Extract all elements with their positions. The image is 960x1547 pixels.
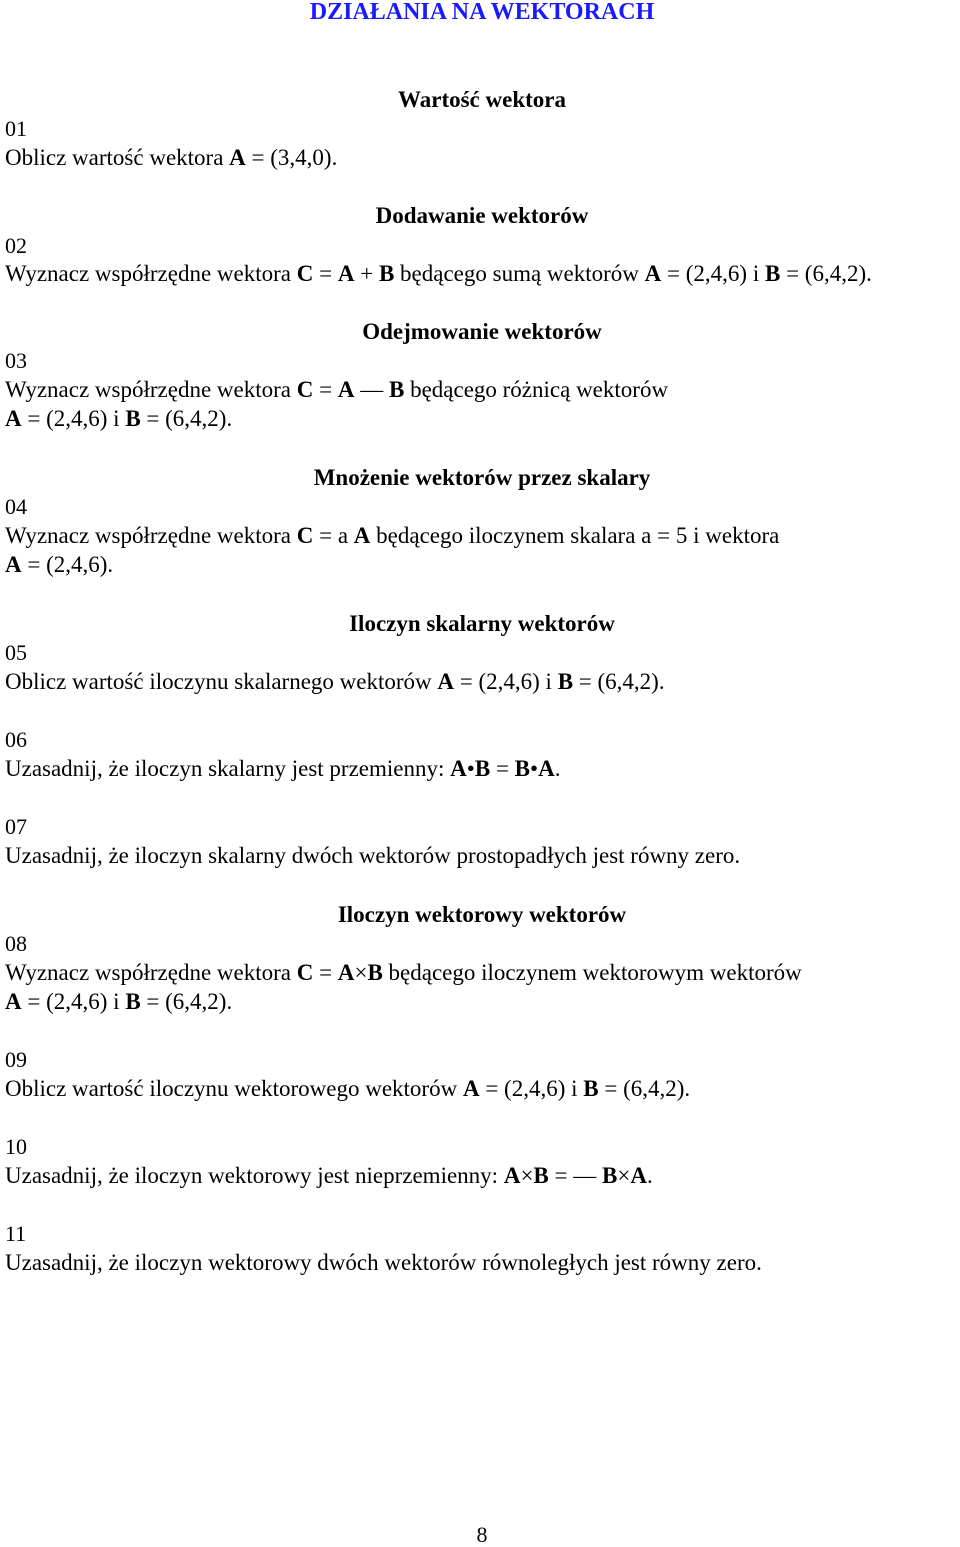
problem-text: = (2,4,6) i (21, 406, 126, 431)
problem-text: = (313, 261, 338, 286)
problem-text: × (354, 960, 368, 985)
vector-symbol: C (296, 261, 314, 286)
section-heading-odejmowanie: Odejmowanie wektorów (362, 319, 602, 344)
vector-symbol: B (367, 960, 383, 985)
problem-text: = (490, 756, 515, 781)
problem-number-01: 01 (5, 116, 27, 141)
problem-text: będącego iloczynem wektorowym wektorów (382, 960, 802, 985)
problem-number-07: 07 (5, 814, 27, 839)
problem-text: — (354, 377, 389, 402)
problem-line (5, 378, 668, 401)
problem-text: będącego różnicą wektorów (404, 377, 669, 402)
vector-symbol: B (557, 669, 574, 694)
vector-symbol: A (437, 669, 455, 694)
vector-symbol: A (353, 523, 371, 548)
problem-line (5, 990, 232, 1013)
problem-text: = (6,4,2). (140, 406, 233, 431)
section-heading-mnozenie: Mnożenie wektorów przez skalary (313, 465, 651, 490)
problem-text: • (466, 756, 475, 781)
problem-text: = (2,4,6) i (479, 1076, 584, 1101)
problem-number-05: 05 (5, 640, 27, 665)
problem-line (5, 1077, 690, 1100)
vector-symbol: B (474, 756, 491, 781)
problem-text: = (6,4,2). (573, 669, 665, 694)
problem-line (5, 524, 779, 547)
vector-symbol: B (602, 1163, 618, 1188)
problem-line (5, 1251, 762, 1274)
vector-symbol: B (388, 377, 405, 402)
vector-symbol: A (5, 989, 22, 1014)
problem-text: Oblicz wartość iloczynu wektorowego wektorów (5, 1076, 463, 1101)
problem-text: = (6,4,2). (780, 261, 872, 286)
problem-number-10: 10 (5, 1134, 27, 1159)
problem-line (5, 407, 232, 430)
problem-text: = (2,4,6) i (661, 261, 765, 286)
problem-number-11: 11 (5, 1221, 27, 1246)
document-title: DZIAŁANIA NA WEKTORACH (309, 0, 655, 25)
problem-text: = (2,4,6) i (454, 669, 558, 694)
problem-text: = (313, 377, 338, 402)
problem-text: Uzasadnij, że iloczyn skalarny jest przemienny: (5, 756, 451, 781)
vector-symbol: A (229, 145, 246, 170)
vector-symbol: A (538, 756, 555, 781)
vector-symbol: A (644, 261, 662, 286)
section-heading-iloczyn-skalarny: Iloczyn skalarny wektorów (349, 611, 615, 636)
section-heading-wartosc: Wartość wektora (398, 87, 566, 112)
problem-number-08: 08 (5, 931, 27, 956)
vector-symbol: C (296, 523, 314, 548)
problem-text: = (2,4,6). (21, 552, 114, 577)
problem-text: Wyznacz współrzędne wektora (5, 960, 297, 985)
vector-symbol: A (337, 960, 355, 985)
vector-symbol: A (450, 756, 467, 781)
section-heading-iloczyn-wektorowy: Iloczyn wektorowy wektorów (337, 902, 627, 927)
vector-symbol: B (514, 756, 531, 781)
problem-text: Oblicz wartość wektora (5, 145, 230, 170)
problem-number-02: 02 (5, 233, 27, 258)
problem-line (5, 844, 740, 867)
vector-symbol: A (337, 377, 355, 402)
problem-text: × (520, 1163, 534, 1188)
problem-number-09: 09 (5, 1047, 27, 1072)
problem-line (5, 1164, 653, 1187)
vector-symbol: A (503, 1163, 521, 1188)
vector-symbol: A (5, 406, 22, 431)
section-heading-dodawanie: Dodawanie wektorów (375, 203, 589, 228)
vector-symbol: C (296, 377, 314, 402)
page-number: 8 (476, 1522, 488, 1547)
problem-text: + (354, 261, 379, 286)
problem-text: Wyznacz współrzędne wektora (5, 261, 297, 286)
vector-symbol: B (378, 261, 395, 286)
problem-text: = (2,4,6) i (21, 989, 126, 1014)
problem-line (5, 262, 872, 285)
vector-symbol: A (462, 1076, 480, 1101)
problem-number-04: 04 (5, 494, 27, 519)
problem-text: Wyznacz współrzędne wektora (5, 377, 297, 402)
vector-symbol: B (533, 1163, 549, 1188)
problem-number-03: 03 (5, 348, 27, 373)
vector-symbol: B (125, 406, 141, 431)
problem-text: Uzasadnij, że iloczyn wektorowy dwóch wektorów równoległych jest równy zero. (5, 1250, 762, 1275)
problem-line (5, 670, 665, 693)
problem-text: Wyznacz współrzędne wektora (5, 523, 297, 548)
problem-text: • (530, 756, 539, 781)
problem-text: = (3,4,0). (245, 145, 338, 170)
problem-line (5, 146, 337, 169)
problem-text: Uzasadnij, że iloczyn wektorowy jest nieprzemienny: (5, 1163, 504, 1188)
problem-text: = (6,4,2). (140, 989, 233, 1014)
problem-text: Oblicz wartość iloczynu skalarnego wektorów (5, 669, 438, 694)
problem-text: Uzasadnij, że iloczyn skalarny dwóch wektorów prostopadłych jest równy zero. (5, 843, 741, 868)
vector-symbol: B (125, 989, 141, 1014)
problem-line (5, 553, 113, 576)
problem-text: będącego iloczynem skalara a = 5 i wektora (370, 523, 780, 548)
problem-text: × (617, 1163, 631, 1188)
vector-symbol: C (296, 960, 314, 985)
vector-symbol: A (5, 552, 22, 577)
problem-line (5, 961, 802, 984)
problem-text: . (554, 756, 561, 781)
problem-number-06: 06 (5, 727, 27, 752)
problem-text: . (646, 1163, 653, 1188)
vector-symbol: A (337, 261, 355, 286)
problem-line (5, 757, 560, 780)
vector-symbol: A (630, 1163, 647, 1188)
problem-text: = (6,4,2). (598, 1076, 691, 1101)
problem-text: = (313, 960, 338, 985)
problem-text: = — (548, 1163, 602, 1188)
problem-text: będącego sumą wektorów (394, 261, 645, 286)
vector-symbol: B (764, 261, 781, 286)
vector-symbol: B (583, 1076, 599, 1101)
problem-text: = a (313, 523, 354, 548)
